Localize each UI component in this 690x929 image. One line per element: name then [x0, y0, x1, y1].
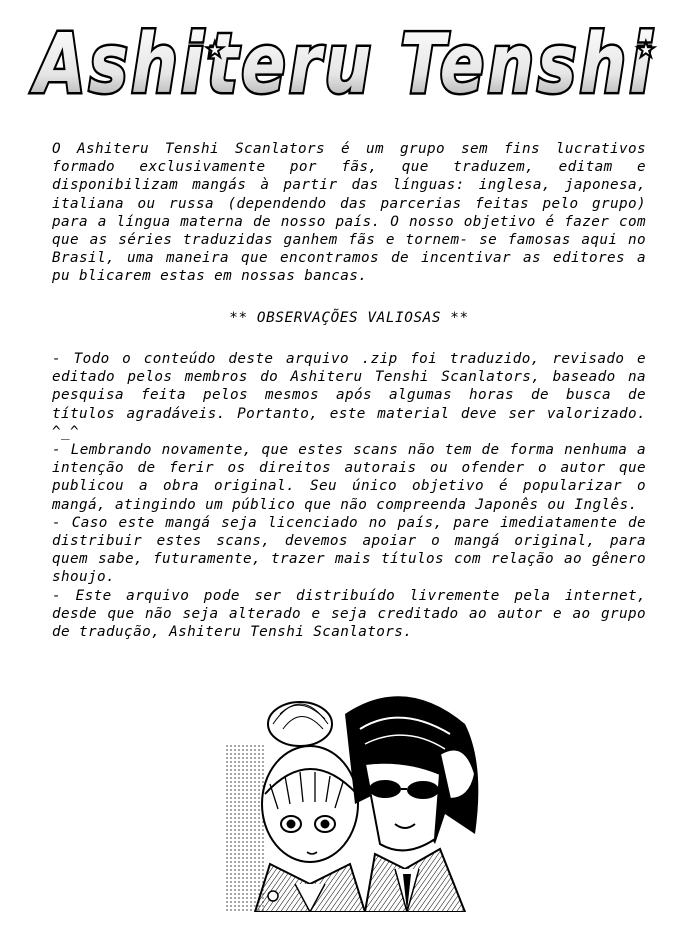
observations-heading: ** OBSERVAÇÕES VALIOSAS **: [229, 310, 469, 326]
star-icon: ★: [636, 38, 656, 63]
manga-illustration: [225, 684, 480, 912]
intro-paragraph: O Ashiteru Tenshi Scanlators é um grupo sem fins lucrativos formado exclusivamente por fãs, que traduzem, editam e disponibilizam mangás à partir das línguas: inglesa, japonesa, italiana ou russa (dependendo das parcerias feitas pelo grupo) para a língua materna de nosso país. O nosso objetivo é fazer com que as séries traduzidas ganhem fãs e tornem- se famosas aqui no Brasil, uma maneira que encontramos de incentivar as editores a pu blicarem estas em nossas bancas.: [52, 141, 646, 285]
observation-item: - Este arquivo pode ser distribuído livremente pela internet, desde que não seja alterado e seja creditado ao autor e ao grupo de tradução, Ashiteru Tenshi Scanlators.: [52, 587, 646, 641]
observation-item: - Todo o conteúdo deste arquivo .zip foi traduzido, revisado e editado pelos membros do Ashiteru Tenshi Scanlators, baseado na pesquisa feita pelos mesmos após algumas horas de busca de títulos agradáveis. Portanto, este material deve ser valorizado. ^_^: [52, 351, 646, 440]
title-text: Ashiteru Tenshi: [30, 17, 656, 112]
observation-item: - Caso este mangá seja licenciado no país, pare imediatamente de distribuir estes scans, devemos apoiar o mangá original, para quem sabe, futuramente, trazer mais títulos com relação ao gênero shoujo.: [52, 514, 646, 586]
observations-list: [52, 350, 646, 641]
page-title: [20, 8, 670, 118]
observation-item: - Lembrando novamente, que estes scans não tem de forma nenhuma a intenção de ferir os direitos autorais ou ofender o autor que publicou a obra original. Seu único objetivo é popularizar o mangá, atingindo um público que não compreenda Japonês ou Inglês.: [52, 442, 646, 513]
star-icon: ★: [205, 38, 225, 63]
